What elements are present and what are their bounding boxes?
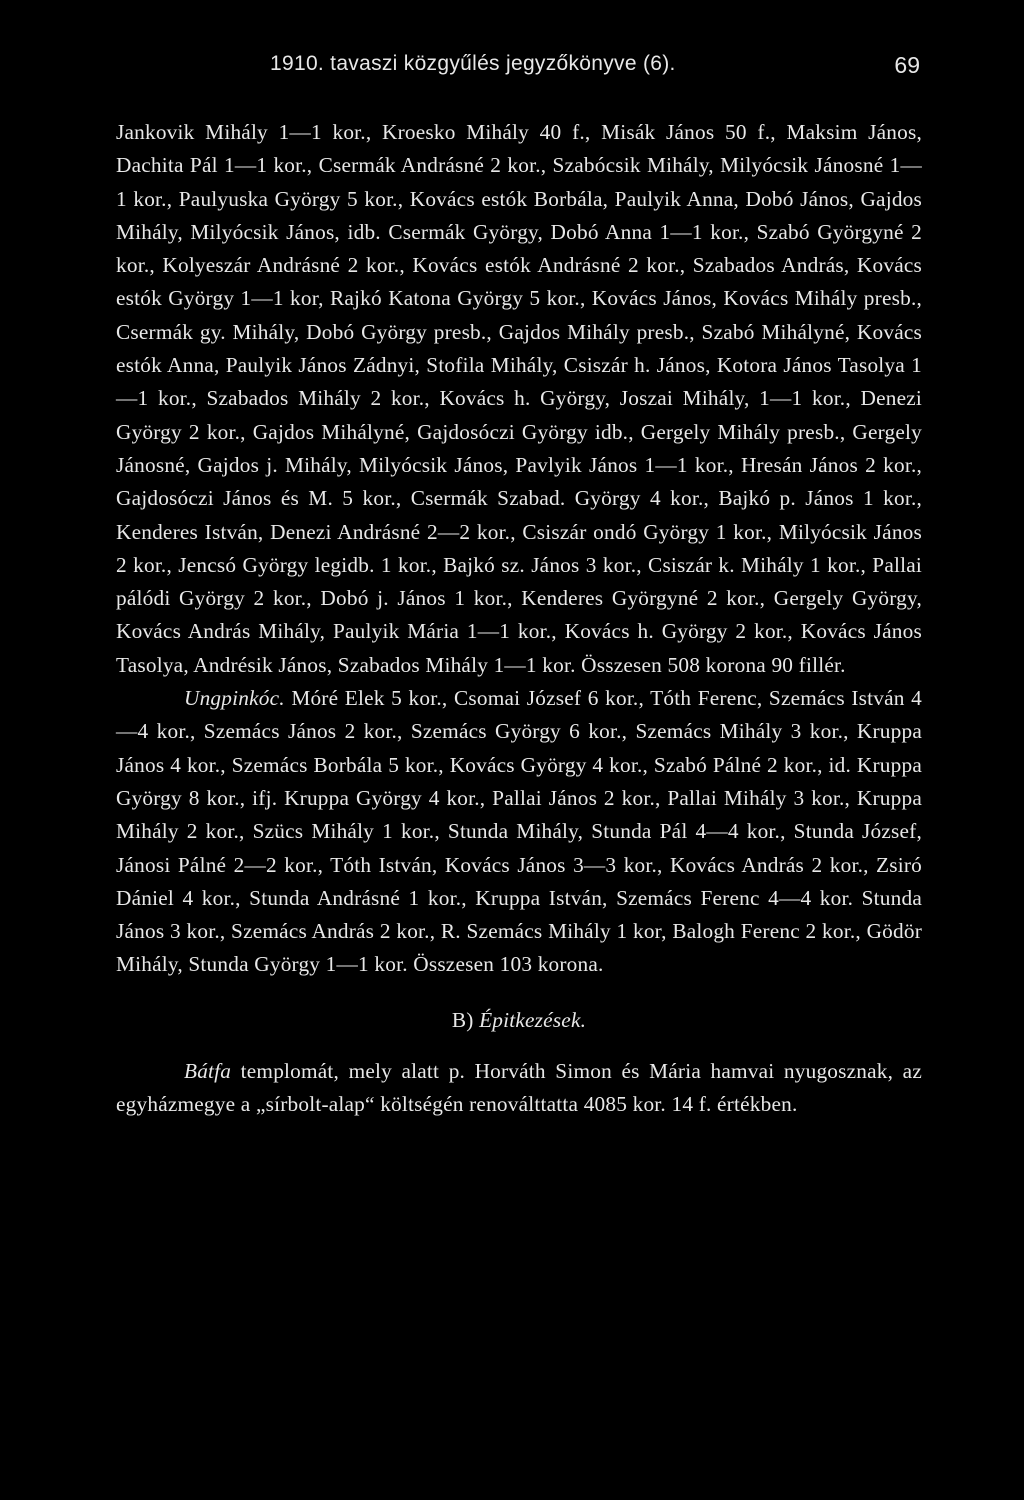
section-letter: B) — [451, 1007, 474, 1032]
paragraph-batfa — [116, 1055, 922, 1122]
page-header — [0, 52, 1024, 92]
section-heading — [116, 1004, 922, 1037]
body-text — [116, 116, 922, 1122]
page-number: 69 — [894, 52, 920, 78]
paragraph-ungpinkoc — [116, 682, 922, 982]
paragraph-ungpinkoc-text: Móré Elek 5 kor., Csomai József 6 kor., Tóth Ferenc, Szemács István 4—4 kor., Szemács János 2 kor., Szemács György 6 kor., Szemács Mihály 3 kor., Kruppa János 4 kor., Szemács Borbála 5 kor., Kovács György 4 kor., Szabó Pálné 2 kor., id. Kruppa György 8 kor., ifj. Kruppa György 4 kor., Pallai János 2 kor., Pallai Mihály 3 kor., Kruppa Mihály 2 kor., Szücs Mihály 1 kor., Stunda Mihály, Stunda Pál 4—4 kor., Stunda József, Jánosi Pálné 2—2 kor., Tóth István, Kovács János 3—3 kor., Kovács András 2 kor., Zsiró Dániel 4 kor., Stunda Andrásné 1 kor., Kruppa István, Szemács Ferenc 4—4 kor. Stunda János 3 kor., Szemács András 2 kor., R. Szemács Mihály 1 kor, Balogh Ferenc 2 kor., Gödör Mihály, Stunda György 1—1 kor. Összesen 103 korona. — [116, 686, 922, 977]
section-title: Épitkezések. — [479, 1007, 587, 1032]
paragraph-donors-1: Jankovik Mihály 1—1 kor., Kroesko Mihály 40 f., Misák János 50 f., Maksim János, Dachita Pál 1—1 kor., Csermák Andrásné 2 kor., Szabócsik Mihály, Milyócsik Jánosné 1—1 kor., Paulyuska György 5 kor., Kovács estók Borbála, Paulyik Anna, Dobó János, Gajdos Mihály, Milyócsik János, idb. Csermák György, Dobó Anna 1—1 kor., Szabó Györgyné 2 kor., Kolyeszár Andrásné 2 kor., Kovács estók Andrásné 2 kor., Szabados András, Kovács estók György 1—1 kor, Rajkó Katona György 5 kor., Kovács János, Kovács Mihály presb., Csermák gy. Mihály, Dobó György presb., Gajdos Mihály presb., Szabó Mihályné, Kovács estók Anna, Paulyik János Zádnyi, Stofila Mihály, Csiszár h. János, Kotora János Tasolya 1—1 kor., Szabados Mihály 2 kor., Kovács h. György, Joszai Mihály, 1—1 kor., Denezi György 2 kor., Gajdos Mihályné, Gajdosóczi György idb., Gergely Mihály presb., Gergely Jánosné, Gajdos j. Mihály, Milyócsik János, Pavlyik János 1—1 kor., Hresán János 2 kor., Gajdosóczi János és M. 5 kor., Csermák Szabad. György 4 kor., Bajkó p. János 1 kor., Kenderes István, Denezi Andrásné 2—2 kor., Csiszár ondó György 1 kor., Milyócsik János 2 kor., Jencsó György legidb. 1 kor., Bajkó sz. János 3 kor., Csiszár k. Mihály 1 kor., Pallai pálódi György 2 kor., Dobó j. János 1 kor., Kenderes Györgyné 2 kor., Gergely György, Kovács András Mihály, Paulyik Mária 1—1 kor., Kovács h. György 2 kor., Kovács János Tasolya, Andrésik János, Szabados Mihály 1—1 kor. Összesen 508 korona 90 fillér. — [116, 120, 922, 677]
place-name-ungpinkoc: Ungpinkóc. — [184, 686, 285, 711]
paragraph-batfa-text: templomát, mely alatt p. Horváth Simon és Mária hamvai nyugosznak, az egyházmegye a „sírbolt-alap“ költségén renoválttatta 4085 kor. 14 f. értékben. — [116, 1059, 922, 1117]
place-name-batfa: Bátfa — [184, 1059, 232, 1084]
running-title: 1910. tavaszi közgyűlés jegyzőkönyve (6). — [270, 52, 676, 75]
